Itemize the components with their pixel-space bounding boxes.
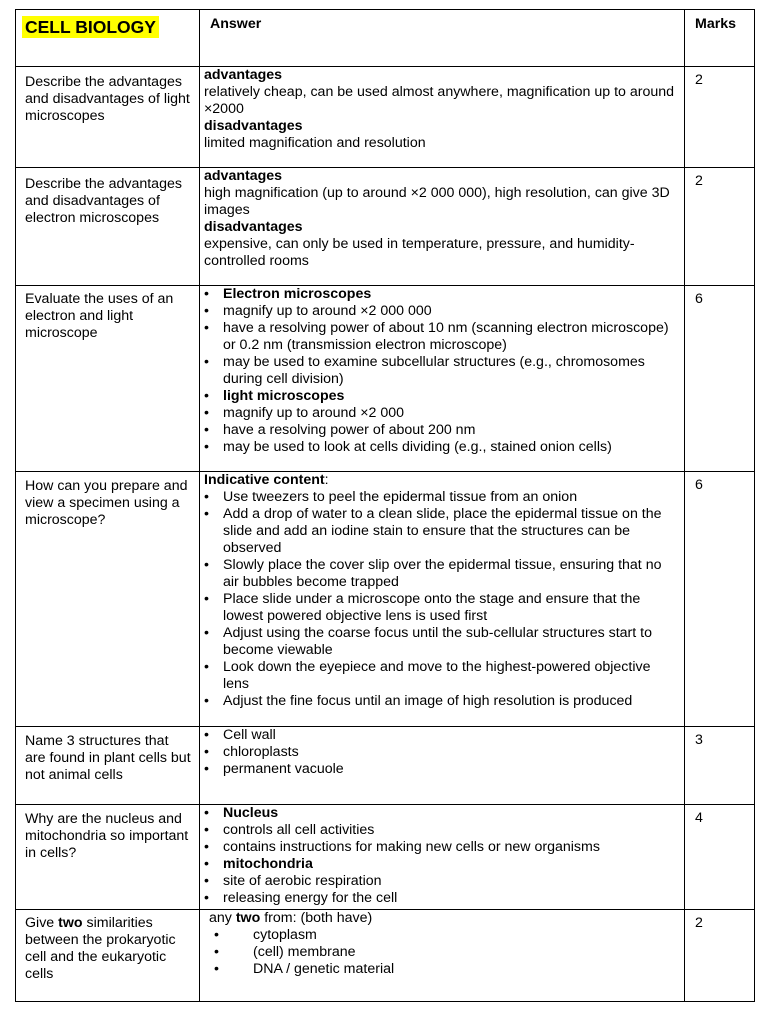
answer-cell — [200, 805, 685, 910]
intro-text: from: (both have) — [260, 910, 373, 926]
list-item: • controls all cell activities — [204, 822, 676, 839]
list-item: • may be used to examine subcellular structures (e.g., chromosomes during cell division) — [204, 354, 676, 388]
question-cell: How can you prepare and view a specimen using a microscope? — [16, 472, 200, 727]
page-title: CELL BIOLOGY — [22, 16, 159, 38]
question-text: Give — [25, 915, 59, 931]
table-row — [16, 67, 755, 168]
list-item: • Adjust the fine focus until an image of high resolution is produced — [204, 693, 676, 710]
bullet-list — [204, 727, 676, 778]
marks-cell: 6 — [685, 472, 755, 727]
disadvantages-heading: disadvantages — [204, 219, 303, 235]
list-item: • chloroplasts — [204, 744, 676, 761]
list-item: • magnify up to around ×2 000 — [204, 405, 676, 422]
answer-cell — [200, 910, 685, 1002]
list-item: • Adjust using the coarse focus until the sub-cellular structures start to become viewable — [204, 625, 676, 659]
advantages-heading: advantages — [204, 67, 283, 83]
table-row — [16, 168, 755, 286]
question-cell: Describe the advantages and disadvantages of electron microscopes — [16, 168, 200, 286]
list-item: • mitochondria — [204, 856, 676, 873]
list-item: • permanent vacuole — [204, 761, 676, 778]
marks-cell: 2 — [685, 910, 755, 1002]
answer-cell — [200, 168, 685, 286]
disadvantages-heading: disadvantages — [204, 118, 303, 134]
answer-cell — [200, 727, 685, 805]
marks-cell: 2 — [685, 67, 755, 168]
list-item: • Electron microscopes — [204, 286, 676, 303]
answer-cell — [200, 67, 685, 168]
list-item: • Use tweezers to peel the epidermal tissue from an onion — [204, 489, 676, 506]
question-cell: Evaluate the uses of an electron and light microscope — [16, 286, 200, 472]
intro-text: any — [209, 910, 236, 926]
list-item: • contains instructions for making new cells or new organisms — [204, 839, 676, 856]
question-text: similarities between the prokaryotic cell and the eukaryotic cells — [25, 915, 176, 982]
table-row — [16, 286, 755, 472]
disadvantages-text: limited magnification and resolution — [204, 135, 426, 151]
list-item: • Nucleus — [204, 805, 676, 822]
list-item: • have a resolving power of about 10 nm (scanning electron microscope) or 0.2 nm (transmission electron microscope) — [204, 320, 676, 354]
answer-cell — [200, 286, 685, 472]
bullet-list — [204, 286, 676, 456]
question-cell: Describe the advantages and disadvantages of light microscopes — [16, 67, 200, 168]
disadvantages-text: expensive, can only be used in temperature, pressure, and humidity-controlled rooms — [204, 236, 635, 269]
list-item: • Place slide under a microscope onto the stage and ensure that the lowest powered objective lens is used first — [204, 591, 676, 625]
header-row — [16, 10, 755, 67]
bullet-list — [204, 489, 676, 710]
question-cell — [16, 910, 200, 1002]
list-item: • have a resolving power of about 200 nm — [204, 422, 676, 439]
table-row — [16, 472, 755, 727]
heading-suffix: : — [324, 472, 329, 488]
list-item: • Look down the eyepiece and move to the highest-powered objective lens — [204, 659, 676, 693]
list-item: • light microscopes — [204, 388, 676, 405]
table-row — [16, 727, 755, 805]
heading-text: Indicative content — [204, 472, 325, 488]
list-item: • Slowly place the cover slip over the epidermal tissue, ensuring that no air bubbles become trapped — [204, 557, 676, 591]
indicative-content-heading — [204, 472, 676, 489]
list-item: • may be used to look at cells dividing (e.g., stained onion cells) — [204, 439, 676, 456]
marks-cell: 4 — [685, 805, 755, 910]
list-item: • magnify up to around ×2 000 000 — [204, 303, 676, 320]
advantages-text: high magnification (up to around ×2 000 000), high resolution, can give 3D images — [204, 185, 670, 218]
list-item: • releasing energy for the cell — [204, 890, 676, 907]
answer-column-header: Answer — [200, 10, 685, 67]
bullet-list — [204, 805, 676, 907]
list-item: • Cell wall — [204, 727, 676, 744]
intro-bold-text: two — [235, 910, 261, 926]
advantages-heading: advantages — [204, 168, 283, 184]
question-cell: Why are the nucleus and mitochondria so important in cells? — [16, 805, 200, 910]
answer-intro — [209, 910, 676, 927]
marks-cell: 2 — [685, 168, 755, 286]
list-item: • DNA / genetic material — [209, 961, 676, 978]
mark-scheme-table — [15, 9, 755, 1002]
table-row — [16, 910, 755, 1002]
marks-column-header: Marks — [685, 10, 755, 67]
list-item: • (cell) membrane — [209, 944, 676, 961]
marks-cell: 3 — [685, 727, 755, 805]
question-cell: Name 3 structures that are found in plant cells but not animal cells — [16, 727, 200, 805]
advantages-text: relatively cheap, can be used almost anywhere, magnification up to around ×2000 — [204, 84, 675, 117]
title-cell — [16, 10, 200, 67]
question-bold-text: two — [58, 915, 83, 931]
bullet-list — [209, 927, 676, 978]
list-item: • Add a drop of water to a clean slide, place the epidermal tissue on the slide and add an iodine stain to ensure that the structures can be observed — [204, 506, 676, 557]
list-item: • site of aerobic respiration — [204, 873, 676, 890]
answer-cell — [200, 472, 685, 727]
marks-cell: 6 — [685, 286, 755, 472]
list-item: • cytoplasm — [209, 927, 676, 944]
table-row — [16, 805, 755, 910]
